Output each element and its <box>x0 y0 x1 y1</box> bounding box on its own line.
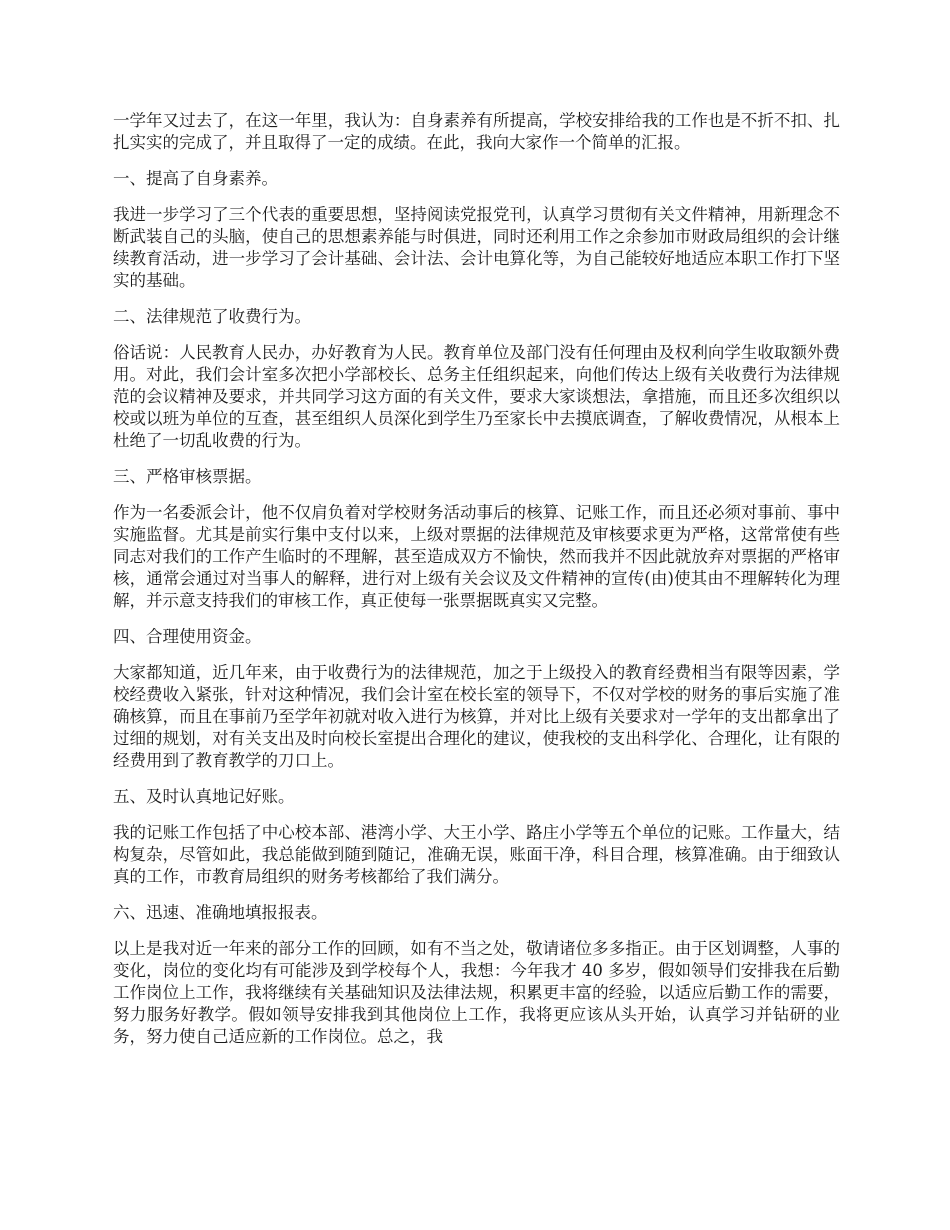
section-paragraph-3: 作为一名委派会计，他不仅肩负着对学校财务活动事后的核算、记账工作，而且还必须对事前、事中实施监督。尤其是前实行集中支付以来，上级对票据的法律规范及审核要求更为严格，这常常使有些同志对我们的工作产生临时的不理解，甚至造成双方不愉快，然而我并不因此就放弃对票据的严格审核，通常会通过对当事人的解释，进行对上级有关会议及文件精神的宣传(由)使其由不理解转化为理解，并示意支持我们的审核工作，真正使每一张票据既真实又完整。 <box>113 503 840 610</box>
section-heading-5: 五、及时认真地记好账。 <box>113 787 295 806</box>
section-heading-3: 三、严格审核票据。 <box>113 467 262 486</box>
intro-paragraph: 一学年又过去了，在这一年里，我认为：自身素养有所提高，学校安排给我的工作也是不折不扣、扎扎实实的完成了，并且取得了一定的成绩。在此，我向大家作一个简单的汇报。 <box>113 111 840 152</box>
section-heading-1: 一、提高了自身素养。 <box>113 169 278 188</box>
document-body <box>113 110 840 1062</box>
section-heading-2: 二、法律规范了收费行为。 <box>113 307 311 326</box>
section-paragraph-1: 我进一步学习了三个代表的重要思想，坚持阅读党报党刊，认真学习贯彻有关文件精神，用新理念不断武装自己的头脑，使自己的思想素养能与时俱进，同时还利用工作之余参加市财政局组织的会计继续教育活动，进一步学习了会计基础、会计法、会计电算化等，为自己能较好地适应本职工作打下坚实的基础。 <box>113 205 840 290</box>
section-paragraph-4: 大家都知道，近几年来，由于收费行为的法律规范，加之于上级投入的教育经费相当有限等因素，学校经费收入紧张，针对这种情况，我们会计室在校长室的领导下，不仅对学校的财务的事后实施了准确核算，而且在事前乃至学年初就对收入进行为核算，并对比上级有关要求对一学年的支出都拿出了过细的规划，对有关支出及时向校长室提出合理化的建议，使我校的支出科学化、合理化，让有限的经费用到了教育教学的刀口上。 <box>113 663 840 770</box>
section-heading-4: 四、合理使用资金。 <box>113 627 262 646</box>
section-paragraph-2: 俗话说：人民教育人民办，办好教育为人民。教育单位及部门没有任何理由及权利向学生收取额外费用。对此，我们会计室多次把小学部校长、总务主任组织起来，向他们传达上级有关收费行为法律规范的会议精神及要求，并共同学习这方面的有关文件，要求大家谈想法，拿措施，而且还多次组织以校或以班为单位的互查，甚至组织人员深化到学生乃至家长中去摸底调查，了解收费情况，从根本上杜绝了一切乱收费的行为。 <box>113 343 840 450</box>
section-paragraph-5: 我的记账工作包括了中心校本部、港湾小学、大王小学、路庄小学等五个单位的记账。工作量大，结构复杂，尽管如此，我总能做到随到随记，准确无误，账面干净，科目合理，核算准确。由于细致认真的工作，市教育局组织的财务考核都给了我们满分。 <box>113 823 840 886</box>
closing-paragraph: 以上是我对近一年来的部分工作的回顾，如有不当之处，敬请诸位多多指正。由于区划调整，人事的变化，岗位的变化均有可能涉及到学校每个人，我想：今年我才 40 多岁，假如领导们安排我在后勤工作岗位上工作，我将继续有关基础知识及法律法规，积累更丰富的经验，以适应后勤工作的需要，努力服务好教学。假如领导安排我到其他岗位上工作，我将更应该从头开始，认真学习并钻研的业务，努力使自己适应新的工作岗位。总之，我 <box>113 939 840 1046</box>
section-heading-6: 六、迅速、准确地填报报表。 <box>113 903 328 922</box>
